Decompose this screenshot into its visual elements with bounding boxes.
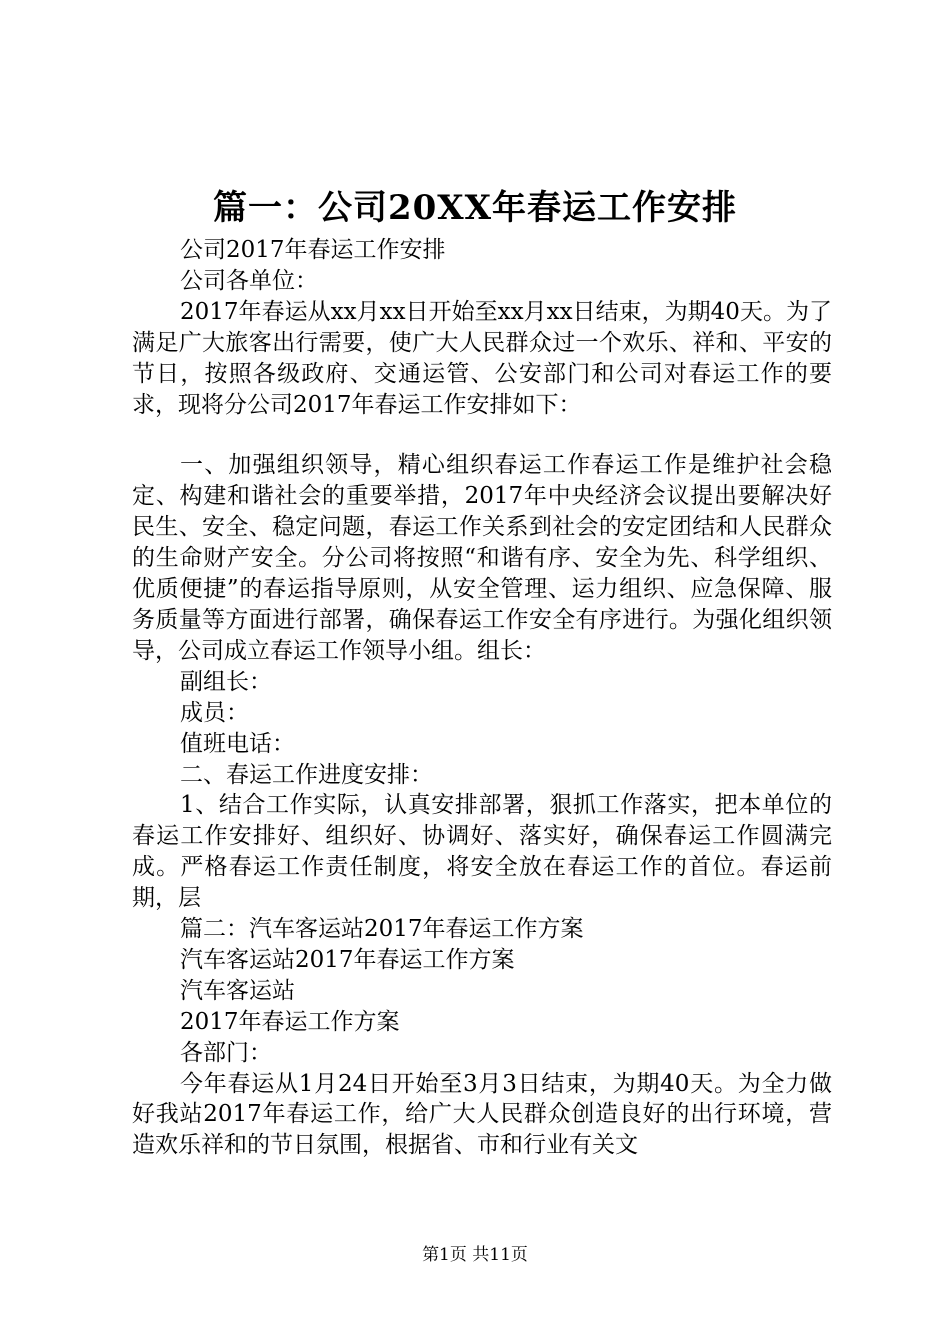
paragraph: 公司各单位： bbox=[180, 267, 318, 294]
paragraph: 副组长： bbox=[180, 668, 272, 695]
paragraph: 2017年春运从xx月xx日开始至xx月xx日结束，为期40天。为了满足广大旅客出行需要，使广大人民群众过一个欢乐、祥和、平安的节日，按照各级政府、交通运管、公安部门和公司对春运工作的要求，现将分公司2017年春运工作安排如下： bbox=[132, 298, 832, 418]
paragraph: 各部门： bbox=[180, 1039, 272, 1066]
paragraph: 今年春运从1月24日开始至3月3日结束，为期40天。为全力做好我站2017年春运工作，给广大人民群众创造良好的出行环境，营造欢乐祥和的节日氛围，根据省、市和行业有关文 bbox=[132, 1070, 832, 1159]
document-body bbox=[132, 235, 832, 1161]
paragraph: 一、加强组织领导，精心组织春运工作春运工作是维护社会稳定、构建和谐社会的重要举措，2017年中央经济会议提出要解决好民生、安全、稳定问题，春运工作关系到社会的安定团结和人民群众的生命财产安全。分公司将按照“和谐有序、安全为先、科学组织、优质便捷”的春运指导原则，从安全管理、运力组织、应急保障、服务质量等方面进行部署，确保春运工作安全有序进行。为强化组织领导，公司成立春运工作领导小组。组长： bbox=[132, 452, 832, 664]
paragraph: 篇二：汽车客运站2017年春运工作方案 bbox=[180, 916, 584, 943]
paragraph: 公司2017年春运工作安排 bbox=[180, 237, 446, 263]
paragraph: 汽车客运站 bbox=[180, 977, 295, 1004]
paragraph: 成员： bbox=[180, 699, 249, 726]
paragraph: 二、春运工作进度安排： bbox=[180, 761, 433, 788]
paragraph: 汽车客运站2017年春运工作方案 bbox=[180, 946, 515, 973]
paragraph: 值班电话： bbox=[180, 730, 295, 757]
page-number: 第1页 共11页 bbox=[422, 1245, 528, 1265]
document-title: 篇一：公司20XX年春运工作安排 bbox=[212, 188, 738, 228]
paragraph: 1、结合工作实际，认真安排部署，狠抓工作落实，把本单位的春运工作安排好、组织好、协调好、落实好，确保春运工作圆满完成。严格春运工作责任制度，将安全放在春运工作的首位。春运前期，层 bbox=[132, 792, 832, 912]
paragraph: 2017年春运工作方案 bbox=[180, 1008, 400, 1035]
